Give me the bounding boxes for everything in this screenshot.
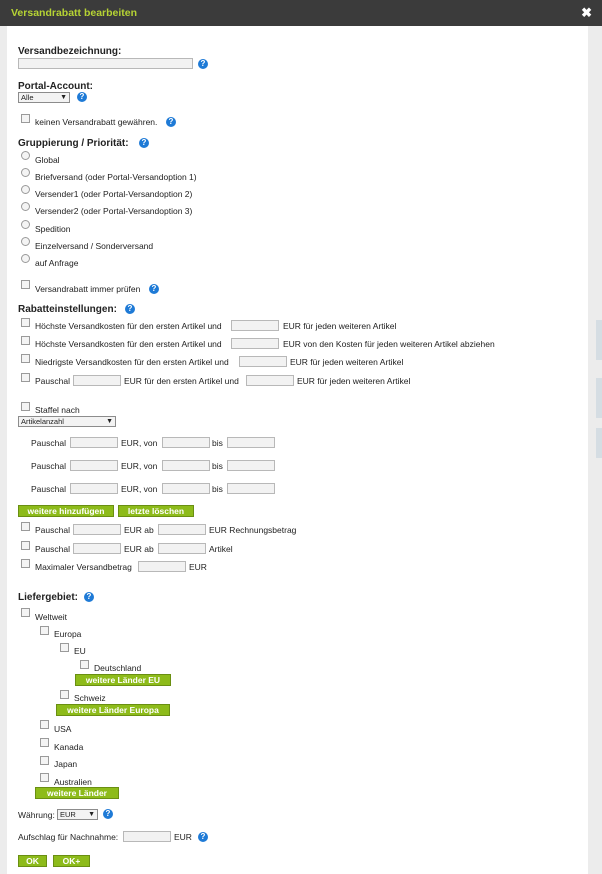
radio-label: Einzelversand / Sonderversand [35, 241, 154, 251]
rabatt3-text-b: EUR für jeden weiteren Artikel [290, 357, 404, 367]
kanada-label: Kanada [54, 742, 84, 752]
rechnungsbetrag-text-a: Pauschal [35, 525, 70, 535]
nachnahme-currency: EUR [174, 832, 192, 842]
rechnungsbetrag-input-eur[interactable] [73, 524, 121, 535]
rabatt4-text-b: EUR für den ersten Artikel und [124, 376, 239, 386]
background-strip [596, 320, 602, 360]
staffel-row3-pauschal: Pauschal [31, 484, 66, 494]
eu-label: EU [74, 646, 86, 656]
eu-checkbox[interactable] [60, 643, 69, 652]
radio-label: Versender1 (oder Portal-Versandoption 2) [35, 189, 193, 199]
rabatt1-checkbox[interactable] [21, 318, 30, 327]
staffel-row2-pauschal: Pauschal [31, 461, 66, 471]
staffel-row1-input-eur[interactable] [70, 437, 118, 448]
help-icon[interactable]: ? [84, 592, 94, 602]
radio-briefversand[interactable] [21, 168, 30, 177]
staffel-row1-von: EUR, von [121, 438, 158, 448]
dialog-title: Versandrabatt bearbeiten [11, 7, 138, 19]
waehrung-select[interactable]: EUR ▼ [57, 809, 98, 820]
artikel-input-eur[interactable] [73, 543, 121, 554]
help-icon[interactable]: ? [125, 304, 135, 314]
artikel-text-b: EUR ab [124, 544, 154, 554]
usa-label: USA [54, 724, 72, 734]
staffel-row1-input-von[interactable] [162, 437, 210, 448]
rabatt4-input-first[interactable] [73, 375, 121, 386]
dialog-frame-right [588, 26, 602, 874]
rabatt2-text-b: EUR von den Kosten für jeden weiteren Artikel abziehen [283, 339, 495, 349]
close-icon[interactable]: ✖ [581, 5, 592, 20]
ok-plus-button[interactable]: OK+ [53, 855, 90, 867]
help-icon[interactable]: ? [198, 59, 208, 69]
rabatt4-checkbox[interactable] [21, 373, 30, 382]
dialog-titlebar [0, 0, 602, 26]
rabatt4-text-a: Pauschal [35, 376, 70, 386]
ok-button[interactable]: OK [18, 855, 47, 867]
weltweit-checkbox[interactable] [21, 608, 30, 617]
artikel-text-a: Pauschal [35, 544, 70, 554]
radio-label: Global [35, 155, 60, 165]
deutschland-label: Deutschland [94, 663, 142, 673]
max-versand-checkbox[interactable] [21, 559, 30, 568]
rabatt1-text-a: Höchste Versandkosten für den ersten Artikel und [35, 321, 222, 331]
help-icon[interactable]: ? [103, 809, 113, 819]
rechnungsbetrag-text-b: EUR ab [124, 525, 154, 535]
rabatt4-text-c: EUR für jeden weiteren Artikel [297, 376, 411, 386]
radio-label: Versender2 (oder Portal-Versandoption 3) [35, 206, 193, 216]
max-versand-text-a: Maximaler Versandbetrag [35, 562, 132, 572]
radio-label: Briefversand (oder Portal-Versandoption 1) [35, 172, 197, 182]
rechnungsbetrag-text-c: EUR Rechnungsbetrag [209, 525, 297, 535]
rechnungsbetrag-checkbox[interactable] [21, 522, 30, 531]
rabatt-label: Rabatteinstellungen: [18, 304, 117, 315]
europa-checkbox[interactable] [40, 626, 49, 635]
kanada-checkbox[interactable] [40, 738, 49, 747]
radio-global[interactable] [21, 151, 30, 160]
weltweit-label: Weltweit [35, 612, 67, 622]
kein-rabatt-label: keinen Versandrabatt gewähren. [35, 117, 158, 127]
help-icon[interactable]: ? [77, 92, 87, 102]
radio-versender1[interactable] [21, 185, 30, 194]
background-strip [596, 428, 602, 458]
staffel-row3-input-von[interactable] [162, 483, 210, 494]
immer-pruefen-label: Versandrabatt immer prüfen [35, 284, 141, 294]
radio-label: Spedition [35, 224, 71, 234]
schweiz-checkbox[interactable] [60, 690, 69, 699]
staffel-checkbox[interactable] [21, 402, 30, 411]
deutschland-checkbox[interactable] [80, 660, 89, 669]
staffel-row2-von: EUR, von [121, 461, 158, 471]
help-icon[interactable]: ? [149, 284, 159, 294]
max-versand-text-b: EUR [189, 562, 207, 572]
staffel-select[interactable]: Artikelanzahl ▼ [18, 416, 116, 427]
waehrung-label: Währung: [18, 810, 55, 820]
help-icon[interactable]: ? [166, 117, 176, 127]
rabatt1-input[interactable] [231, 320, 279, 331]
versandbezeichnung-input[interactable] [18, 58, 193, 69]
rabatt2-checkbox[interactable] [21, 336, 30, 345]
japan-label: Japan [54, 759, 78, 769]
help-icon[interactable]: ? [139, 138, 149, 148]
portal-account-label: Portal-Account: [18, 81, 93, 92]
staffel-row1-pauschal: Pauschal [31, 438, 66, 448]
staffel-row3-input-eur[interactable] [70, 483, 118, 494]
rabatt4-input-further[interactable] [246, 375, 294, 386]
nachnahme-input[interactable] [123, 831, 171, 842]
staffel-row2-input-bis[interactable] [227, 460, 275, 471]
staffel-row3-input-bis[interactable] [227, 483, 275, 494]
nachnahme-label: Aufschlag für Nachnahme: [18, 832, 119, 842]
staffel-row2-bis: bis [212, 461, 223, 471]
weitere-laender-europa-button[interactable]: weitere Länder Europa [56, 704, 170, 716]
rabatt2-text-a: Höchste Versandkosten für den ersten Artikel und [35, 339, 222, 349]
letzte-loeschen-button[interactable]: letzte löschen [118, 505, 194, 517]
weitere-laender-button[interactable]: weitere Länder [35, 787, 119, 799]
artikel-input-ab[interactable] [158, 543, 206, 554]
weitere-hinzufuegen-button[interactable]: weitere hinzufügen [18, 505, 114, 517]
max-versand-input[interactable] [138, 561, 186, 572]
liefergebiet-label: Liefergebiet: [18, 592, 79, 603]
immer-pruefen-checkbox[interactable] [21, 280, 30, 289]
rabatt3-input[interactable] [239, 356, 287, 367]
portal-account-select[interactable]: Alle ▼ [18, 92, 70, 103]
radio-einzelversand[interactable] [21, 237, 30, 246]
rabatt2-input[interactable] [231, 338, 279, 349]
staffel-row2-input-von[interactable] [162, 460, 210, 471]
staffel-row3-von: EUR, von [121, 484, 158, 494]
australien-label: Australien [54, 777, 92, 787]
kein-rabatt-checkbox[interactable] [21, 114, 30, 123]
artikel-checkbox[interactable] [21, 541, 30, 550]
rabatt3-text-a: Niedrigste Versandkosten für den ersten Artikel und [35, 357, 229, 367]
radio-label: auf Anfrage [35, 258, 79, 268]
gruppierung-label: Gruppierung / Priorität: [18, 138, 129, 149]
japan-checkbox[interactable] [40, 756, 49, 765]
chevron-down-icon: ▼ [106, 418, 113, 425]
weitere-laender-eu-button[interactable]: weitere Länder EU [75, 674, 171, 686]
staffel-row2-input-eur[interactable] [70, 460, 118, 471]
australien-checkbox[interactable] [40, 773, 49, 782]
radio-versender2[interactable] [21, 202, 30, 211]
staffel-label: Staffel nach [35, 405, 80, 415]
radio-spedition[interactable] [21, 220, 30, 229]
schweiz-label: Schweiz [74, 693, 106, 703]
staffel-row1-input-bis[interactable] [227, 437, 275, 448]
dialog-frame-left [0, 26, 7, 874]
usa-checkbox[interactable] [40, 720, 49, 729]
rabatt1-text-b: EUR für jeden weiteren Artikel [283, 321, 397, 331]
radio-auf-anfrage[interactable] [21, 254, 30, 263]
background-strip [596, 378, 602, 418]
rabatt3-checkbox[interactable] [21, 354, 30, 363]
chevron-down-icon: ▼ [60, 94, 67, 101]
staffel-row3-bis: bis [212, 484, 223, 494]
versandbezeichnung-label: Versandbezeichnung: [18, 46, 122, 57]
help-icon[interactable]: ? [198, 832, 208, 842]
rechnungsbetrag-input-ab[interactable] [158, 524, 206, 535]
staffel-row1-bis: bis [212, 438, 223, 448]
artikel-text-c: Artikel [209, 544, 233, 554]
europa-label: Europa [54, 629, 82, 639]
chevron-down-icon: ▼ [88, 811, 95, 818]
